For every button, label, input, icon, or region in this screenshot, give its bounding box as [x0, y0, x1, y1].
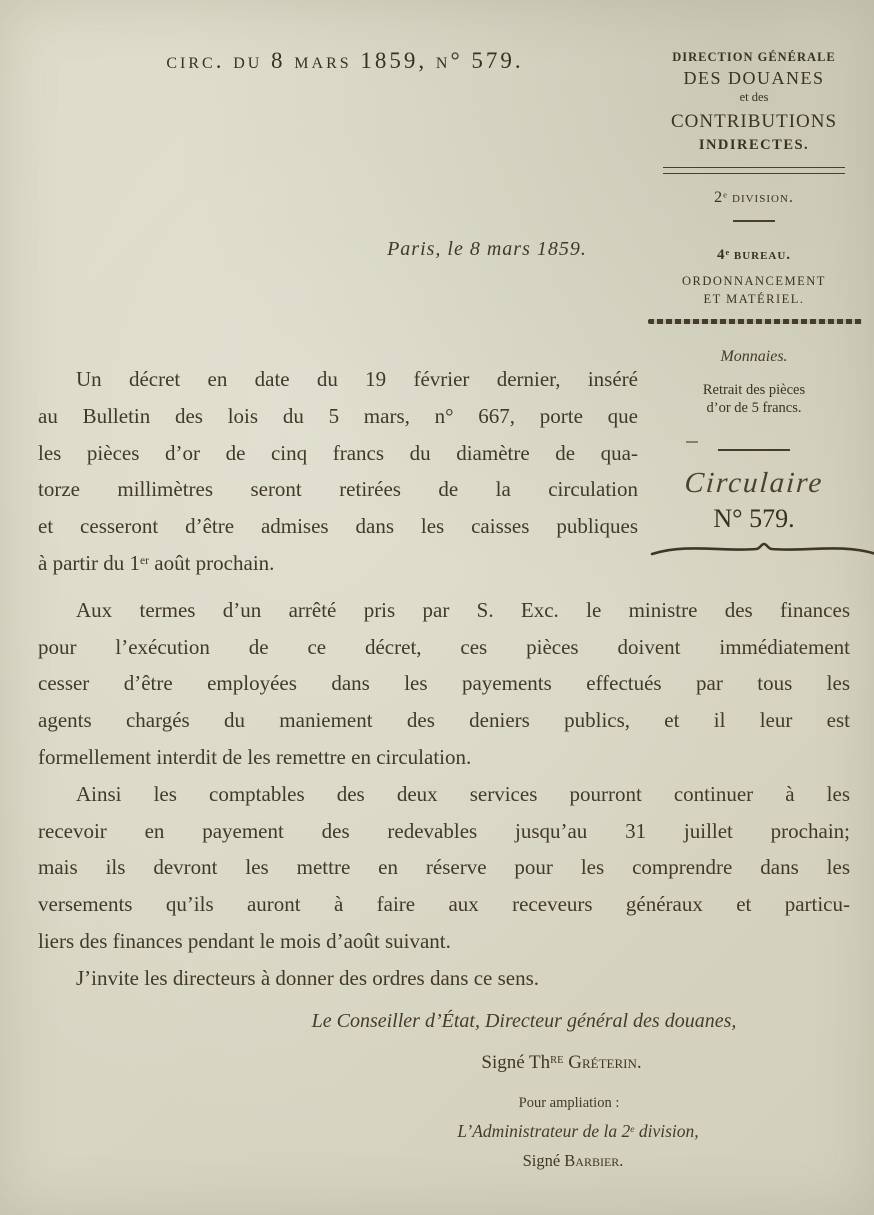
- bureau-ordinal-sup: e: [725, 247, 730, 257]
- body-line: cesser d’être employées dans les payements effectués par tous les: [38, 671, 850, 696]
- circulaire-script-word: Circulaire: [683, 466, 825, 499]
- margin-note-line2: d’or de 5 francs.: [706, 399, 802, 416]
- letterhead-direction-generale: DIRECTION GÉNÉRALE: [672, 50, 836, 64]
- divider-double-rule: [663, 167, 845, 174]
- body-line: Ainsi les comptables des deux services pourront continuer à les: [76, 781, 850, 806]
- body-line: et cesseront d’être admises dans les caisses publiques: [38, 514, 638, 539]
- ampliation-label: Pour ampliation :: [518, 1094, 620, 1111]
- paragraph-2: [38, 592, 850, 776]
- body-line: au Bulletin des lois du 5 mars, n° 667, porte que: [38, 403, 638, 428]
- administrator-prefix: L’Administrateur de la 2: [457, 1120, 631, 1141]
- body-line: torze millimètres seront retirées de la circulation: [38, 477, 638, 502]
- bureau-label: bureau.: [729, 247, 792, 263]
- divider-chain-rule: [648, 319, 862, 324]
- divider-short-rule: [733, 220, 775, 222]
- signature-role-line: Le Conseiller d’État, Directeur général des douanes,: [311, 1009, 737, 1032]
- margin-subject: Monnaies.: [720, 347, 788, 365]
- body-line: [38, 545, 638, 582]
- letterhead-contributions: CONTRIBUTIONS: [670, 111, 838, 132]
- body-line: recevoir en payement des redevables jusqu’au 31 juillet prochain;: [38, 818, 850, 843]
- paragraph-3: [38, 776, 850, 960]
- division-label: division.: [727, 189, 794, 206]
- letterhead-et-des: et des: [739, 90, 769, 104]
- body-line: pour l’exécution de ce décret, ces pièces doivent immédiatement: [38, 634, 850, 659]
- letterhead-indirectes: INDIRECTES.: [698, 137, 810, 153]
- body-line: agents chargés du maniement des deniers publics, et il leur est: [38, 708, 850, 733]
- signature-name-line: [38, 1052, 850, 1074]
- letterhead-des-douanes: DES DOUANES: [683, 68, 825, 88]
- service-line-materiel: ET MATÉRIEL.: [703, 292, 805, 306]
- dateline: Paris, le 8 mars 1859.: [387, 238, 587, 260]
- body-line-text: août prochain.: [149, 550, 275, 575]
- bureau-number: 4: [716, 247, 726, 263]
- circulaire-number: N° 579.: [713, 503, 795, 533]
- signed2-name: Barbier.: [564, 1150, 624, 1170]
- ordinal-sup: er: [140, 555, 150, 568]
- administrator-suffix: division,: [634, 1120, 699, 1141]
- body-text: [38, 361, 850, 1171]
- body-line: versements qu’ils auront à faire aux receveurs généraux et particu-: [38, 892, 850, 917]
- body-line: J’invite les directeurs à donner des ordres dans ce sens.: [76, 965, 540, 990]
- paragraph-1: [38, 361, 638, 582]
- paragraph-4: [38, 960, 850, 997]
- signed-prefix: Signé Th: [481, 1051, 551, 1073]
- signed-sup: RE: [550, 1054, 564, 1066]
- body-line: Aux termes d’un arrêté pris par S. Exc. le ministre des finances: [76, 597, 850, 622]
- body-line: Un décret en date du 19 février dernier, inséré: [76, 367, 638, 391]
- margin-note-line1: Retrait des pièces: [702, 381, 806, 398]
- service-line-ordonnancement: ORDONNANCEMENT: [682, 274, 826, 288]
- body-line-text: à partir du 1: [38, 550, 141, 575]
- body-line: liers des finances pendant le mois d’août suivant.: [38, 928, 451, 953]
- administrator-sup: e: [630, 1123, 635, 1135]
- division-number: 2: [714, 189, 724, 206]
- body-line: formellement interdit de les remettre en circulation.: [38, 744, 472, 769]
- body-line: mais ils devront les mettre en réserve pour les comprendre dans les: [38, 855, 850, 880]
- signed-name: Gréterin.: [563, 1051, 642, 1073]
- circular-header-line: circ. du 8 mars 1859, n° 579.: [166, 48, 524, 73]
- division-line: [648, 189, 860, 207]
- signed2-prefix: Signé: [522, 1150, 565, 1170]
- signature-name-line-2: [38, 1151, 850, 1171]
- administrator-line: [38, 1121, 850, 1142]
- division-ordinal-sup: e: [723, 189, 727, 200]
- body-line: les pièces d’or de cinq francs du diamètre de qua-: [38, 440, 638, 465]
